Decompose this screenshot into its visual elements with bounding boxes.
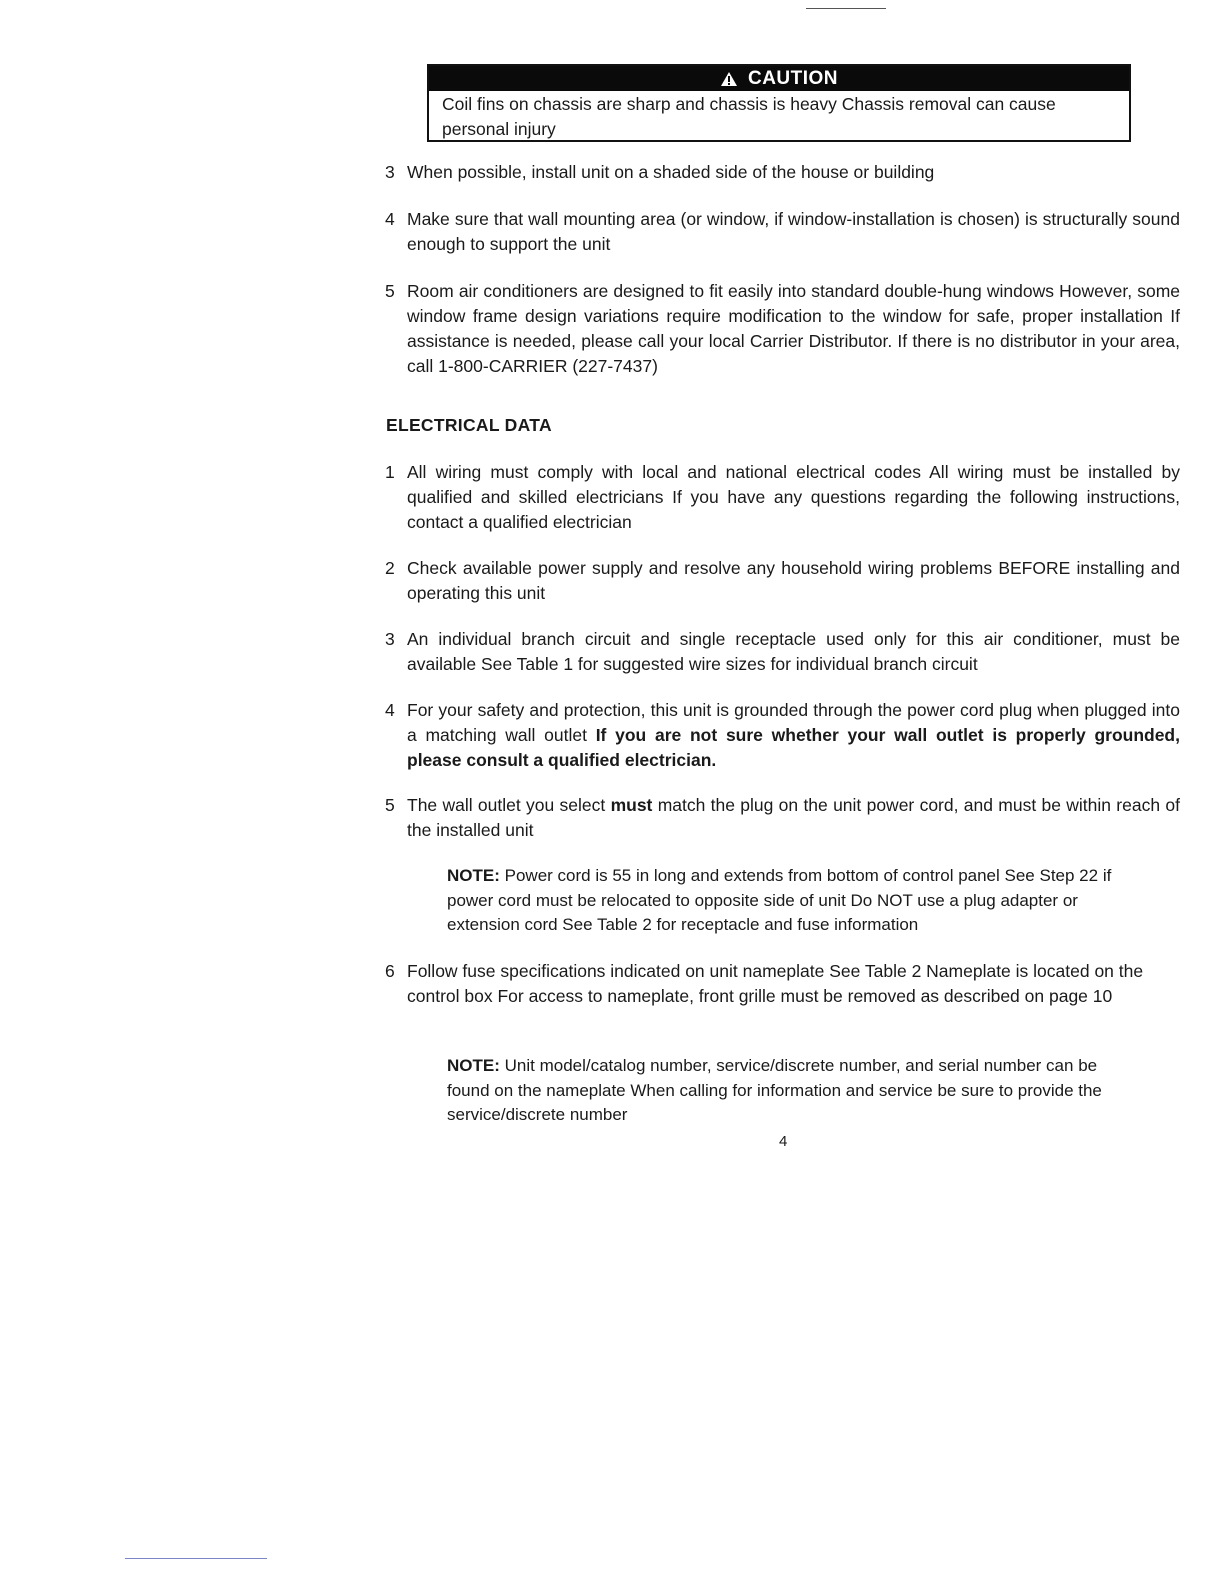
item-number: 5 [385, 795, 395, 815]
electrical-item-6 [385, 959, 1180, 1009]
item-text: Follow fuse specifications indicated on unit nameplate See Table 2 Nameplate is located on the control box For access to nameplate, front grille must be removed as described on page 10 [407, 961, 1144, 1006]
note-text: Power cord is 55 in long and extends from bottom of control panel See Step 22 if power cord must be relocated to opposite side of unit Do NOT use a plug adapter or extension cord See Table 2 for receptacle and fuse information [447, 866, 1112, 934]
caution-text: Coil fins on chassis are sharp and chassis is heavy Chassis removal can cause personal injury [442, 94, 1056, 139]
item-text: When possible, install unit on a shaded side of the house or building [407, 162, 935, 182]
note-power-cord [447, 864, 1127, 938]
item-number: 1 [385, 462, 395, 482]
item-text-post: match the plug on the unit power cord, and must be within reach of the installed unit [407, 795, 1180, 840]
item-number: 5 [385, 281, 395, 301]
item-text: Room air conditioners are designed to fit easily into standard double-hung windows However, some window frame design variations require modification to the window for safe, proper installation If assistance is needed, please call your local Carrier Distributor. If there is no distributor in your area, call 1-800-CARRIER (227-7437) [407, 281, 1180, 376]
item-number: 4 [385, 700, 395, 720]
item-number: 3 [385, 629, 395, 649]
install-item-4 [385, 207, 1180, 257]
item-number: 6 [385, 961, 395, 981]
note-label: NOTE: [447, 1056, 500, 1075]
item-text [407, 698, 1180, 773]
note-text: Unit model/catalog number, service/discrete number, and serial number can be found on the nameplate When calling for information and service be sure to provide the service/discrete number [447, 1056, 1102, 1124]
item-text: Make sure that wall mounting area (or window, if window-installation is chosen) is structurally sound enough to support the unit [407, 209, 1180, 254]
warning-triangle-icon [720, 71, 738, 87]
bottom-rule [125, 1558, 267, 1559]
section-heading: ELECTRICAL DATA [386, 415, 552, 435]
item-text-plain: For your safety and protection, this unit is grounded through the power cord plug when plugged into a matching wall outlet [407, 700, 1180, 745]
electrical-item-5 [385, 793, 1180, 843]
item-text-pre: The wall outlet you select [407, 795, 606, 815]
item-text-bold: If you are not sure whether your wall outlet is properly grounded, please consult a qualified electrician. [407, 725, 1180, 770]
install-item-3 [385, 160, 1180, 185]
caution-title: CAUTION [747, 67, 839, 89]
item-text: An individual branch circuit and single receptacle used only for this air conditioner, must be available See Table 1 for suggested wire sizes for individual branch circuit [407, 629, 1180, 674]
item-number: 4 [385, 209, 395, 229]
item-text: Check available power supply and resolve any household wiring problems BEFORE installing and operating this unit [407, 558, 1180, 603]
item-text: All wiring must comply with local and national electrical codes All wiring must be installed by qualified and skilled electricians If you have any questions regarding the following instructions, contact a qualified electrician [407, 462, 1180, 532]
top-rule [806, 8, 886, 9]
item-number: 2 [385, 558, 395, 578]
electrical-item-4 [385, 698, 1180, 773]
note-label: NOTE: [447, 866, 500, 885]
item-text-bold: must [610, 795, 653, 815]
install-item-5 [385, 279, 1180, 379]
caution-header [429, 66, 1129, 91]
electrical-item-3 [385, 627, 1180, 677]
page-number: 4 [779, 1133, 788, 1150]
electrical-item-1 [385, 460, 1180, 535]
caution-box [427, 64, 1131, 142]
item-number: 3 [385, 162, 395, 182]
note-nameplate [447, 1054, 1127, 1128]
electrical-item-2 [385, 556, 1180, 606]
item-text [407, 793, 1180, 843]
